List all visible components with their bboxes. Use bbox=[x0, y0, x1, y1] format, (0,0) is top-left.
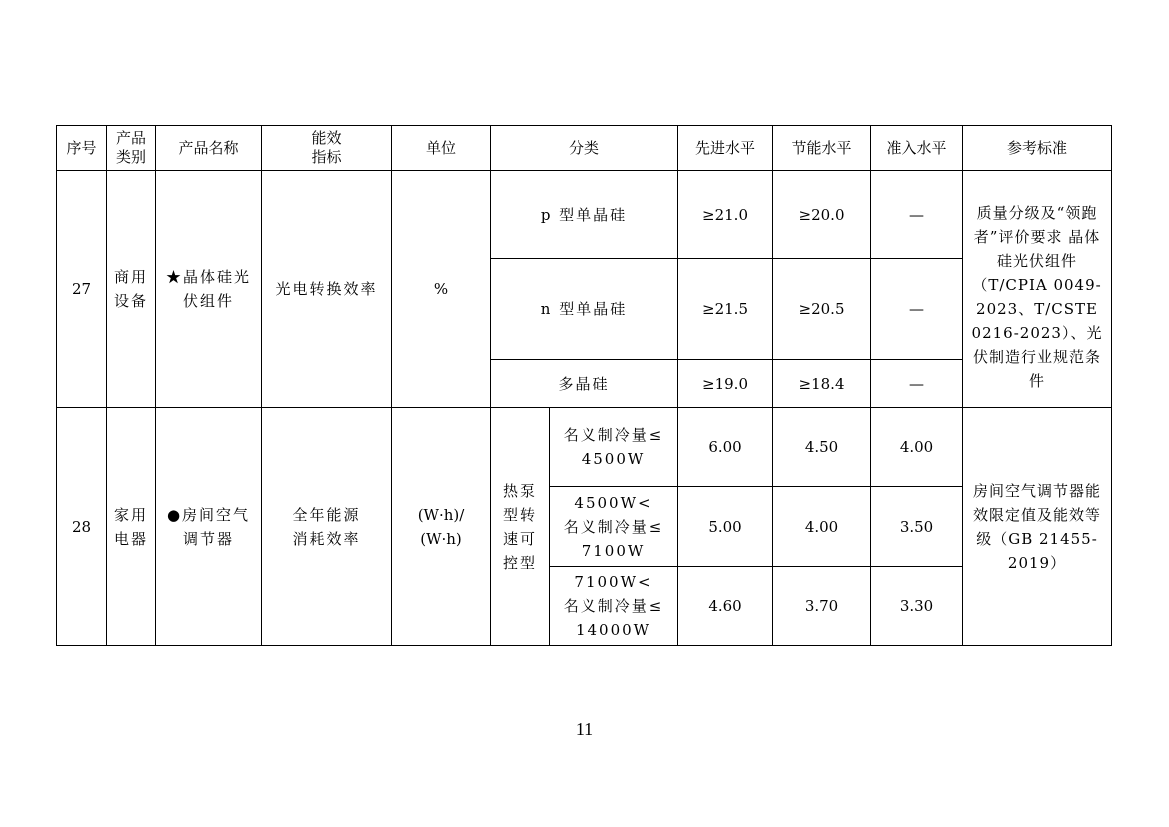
row27-classification-poly: 多晶硅 bbox=[491, 360, 678, 408]
row27-classification-p: p 型单晶硅 bbox=[491, 171, 678, 259]
row28-classification-3: 7100W< 名义制冷量≤ 14000W bbox=[550, 567, 678, 646]
row28-advanced-2: 5.00 bbox=[678, 487, 773, 567]
header-product-name: 产品名称 bbox=[156, 126, 262, 171]
row28-unit: (W·h)/ (W·h) bbox=[392, 408, 491, 646]
row28-entry-1: 4.00 bbox=[871, 408, 963, 487]
header-classification: 分类 bbox=[491, 126, 678, 171]
header-seq: 序号 bbox=[57, 126, 107, 171]
header-row bbox=[57, 126, 1112, 171]
row28-entry-2: 3.50 bbox=[871, 487, 963, 567]
row27-advanced-p: ≥21.0 bbox=[678, 171, 773, 259]
row28-classification-2: 4500W< 名义制冷量≤ 7100W bbox=[550, 487, 678, 567]
energy-efficiency-table bbox=[56, 125, 1112, 646]
row27-indicator: 光电转换效率 bbox=[262, 171, 392, 408]
header-indicator: 能效 指标 bbox=[262, 126, 392, 171]
row28-category: 家用 电器 bbox=[107, 408, 156, 646]
row28-energy-saving-1: 4.50 bbox=[773, 408, 871, 487]
header-category: 产品 类别 bbox=[107, 126, 156, 171]
row27-entry-p: — bbox=[871, 171, 963, 259]
row27-entry-n: — bbox=[871, 259, 963, 360]
row27-product-name: ★晶体硅光 伏组件 bbox=[156, 171, 262, 408]
row27-category: 商用 设备 bbox=[107, 171, 156, 408]
header-unit: 单位 bbox=[392, 126, 491, 171]
row28-advanced-3: 4.60 bbox=[678, 567, 773, 646]
row27-entry-poly: — bbox=[871, 360, 963, 408]
row27-classification-n: n 型单晶硅 bbox=[491, 259, 678, 360]
header-energy-saving: 节能水平 bbox=[773, 126, 871, 171]
row27-advanced-poly: ≥19.0 bbox=[678, 360, 773, 408]
header-entry: 准入水平 bbox=[871, 126, 963, 171]
row28-indicator: 全年能源 消耗效率 bbox=[262, 408, 392, 646]
row27-seq: 27 bbox=[57, 171, 107, 408]
row28-advanced-1: 6.00 bbox=[678, 408, 773, 487]
row27-energy-saving-poly: ≥18.4 bbox=[773, 360, 871, 408]
header-advanced: 先进水平 bbox=[678, 126, 773, 171]
row27-unit: % bbox=[392, 171, 491, 408]
table-row bbox=[57, 171, 1112, 259]
row27-energy-saving-p: ≥20.0 bbox=[773, 171, 871, 259]
page-number: 11 bbox=[575, 719, 594, 739]
table-row bbox=[57, 408, 1112, 487]
row28-classification-1: 名义制冷量≤ 4500W bbox=[550, 408, 678, 487]
row27-energy-saving-n: ≥20.5 bbox=[773, 259, 871, 360]
row28-reference: 房间空气调节器能效限定值及能效等级（GB 21455-2019） bbox=[963, 408, 1112, 646]
row27-advanced-n: ≥21.5 bbox=[678, 259, 773, 360]
row28-energy-saving-2: 4.00 bbox=[773, 487, 871, 567]
row28-type: 热泵 型转 速可 控型 bbox=[491, 408, 550, 646]
row27-reference: 质量分级及“领跑者”评价要求 晶体硅光伏组件（T/CPIA 0049-2023、T/CSTE 0216-2023）、光伏制造行业规范条件 bbox=[963, 171, 1112, 408]
header-reference: 参考标准 bbox=[963, 126, 1112, 171]
row28-energy-saving-3: 3.70 bbox=[773, 567, 871, 646]
row28-entry-3: 3.30 bbox=[871, 567, 963, 646]
row28-product-name: ●房间空气 调节器 bbox=[156, 408, 262, 646]
row28-seq: 28 bbox=[57, 408, 107, 646]
